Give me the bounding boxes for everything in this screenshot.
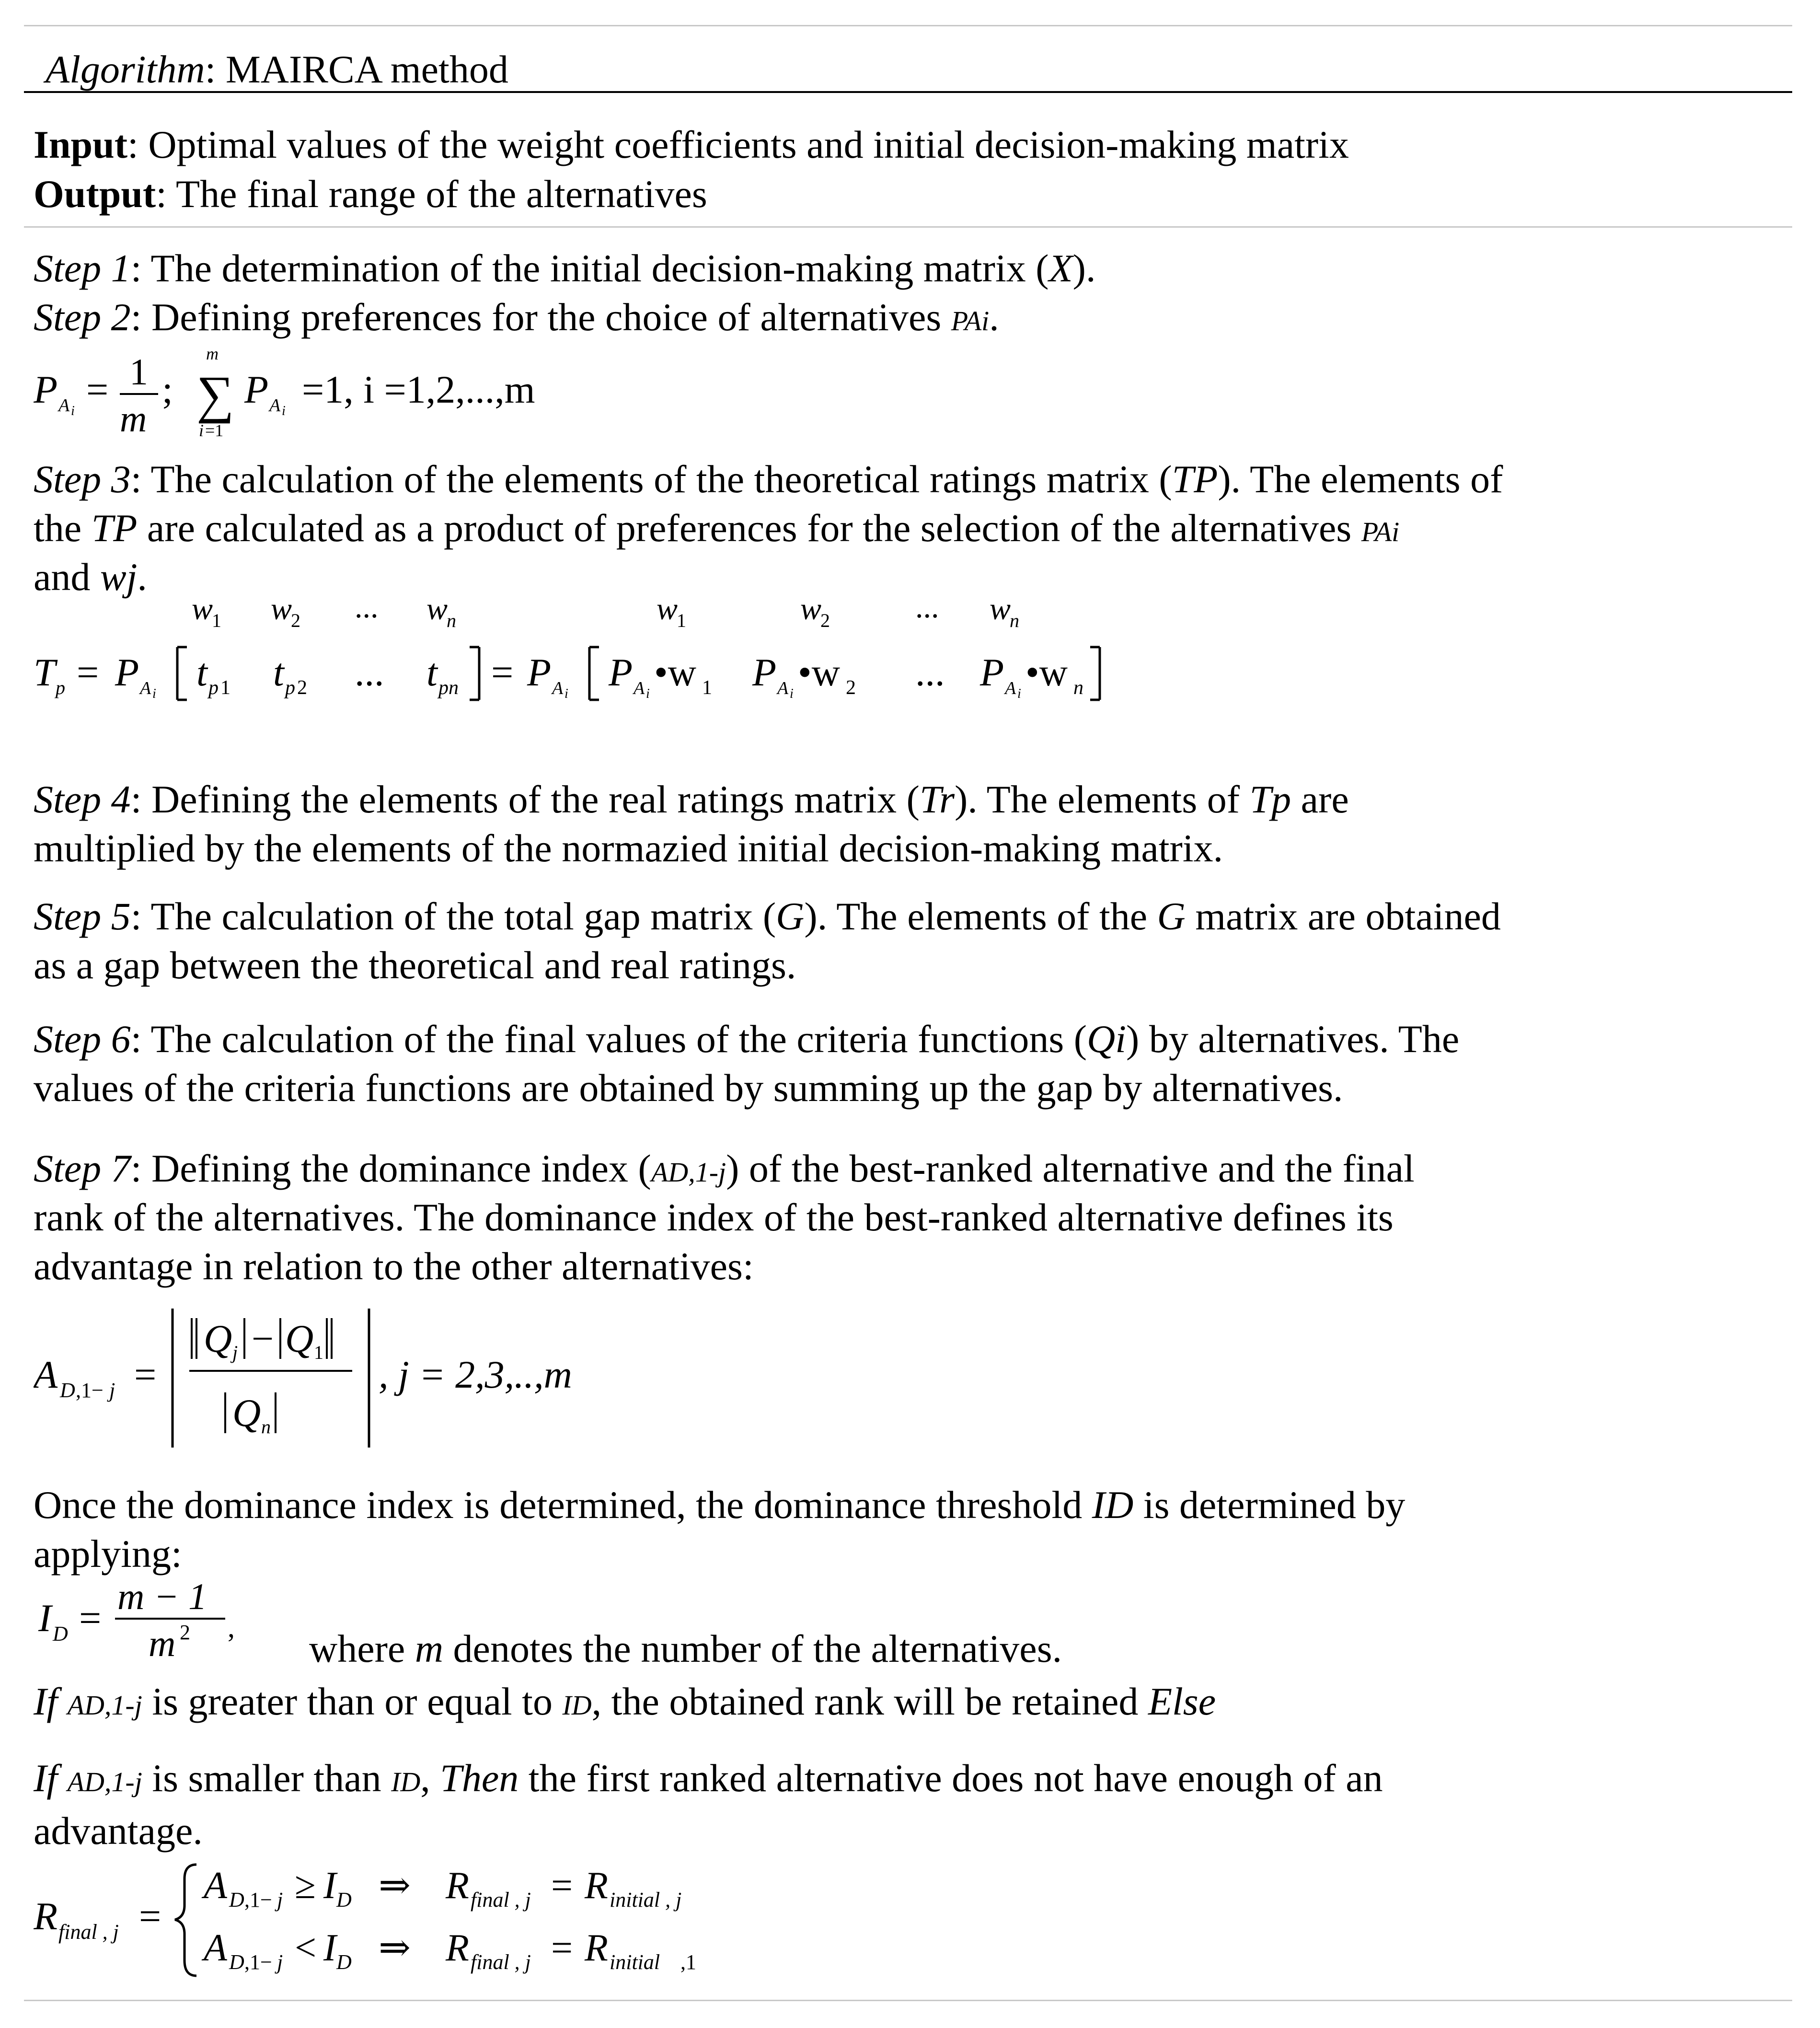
svg-text:2: 2 [180,1621,190,1644]
svg-text:R: R [34,1894,58,1938]
svg-text:I: I [38,1596,52,1640]
svg-text:A: A [58,395,70,416]
step-2: Step 2: Defining preferences for the choice of alternatives PAi. [34,295,999,339]
svg-text:,: , [228,1611,235,1643]
svg-text:j: j [232,1342,238,1363]
svg-text:...: ... [915,590,939,625]
svg-text:R: R [446,1865,469,1907]
step-5-line1: Step 5: The calculation of the total gap matrix (G). The elements of the G matrix are obtained [34,894,1501,938]
svg-text:i: i [564,686,568,701]
svg-text:=1: =1 [205,421,224,440]
svg-text:w: w [271,591,292,626]
step-4-line1: Step 4: Defining the elements of the real ratings matrix (Tr). The elements of Tp are [34,777,1349,821]
svg-text:w: w [657,591,678,626]
svg-text:T: T [34,650,56,694]
svg-text:pn: pn [438,677,459,699]
svg-text:D: D [53,1622,68,1646]
svg-text:1: 1 [677,610,686,631]
svg-text:=: = [551,1927,573,1969]
step-3-line2: the TP are calculated as a product of preferences for the selection of the alternatives PAi [34,506,1400,550]
svg-text:D: D [336,1950,352,1974]
svg-text:,1−: ,1− [76,1379,104,1402]
input-line: Input: Optimal values of the weight coefficients and initial decision-making matrix [34,123,1349,166]
svg-text:i: i [282,404,286,418]
svg-text:P: P [752,650,777,694]
svg-text:A: A [1005,678,1016,698]
svg-text:w: w [800,591,822,626]
svg-text:n: n [1073,677,1083,699]
svg-text:A: A [140,678,151,698]
svg-text:p: p [56,677,65,698]
svg-text:R: R [446,1927,469,1969]
svg-text:A: A [634,678,645,698]
svg-text:•w: •w [1025,650,1068,694]
algorithm-title: Algorithm: MAIRCA method [46,47,508,91]
final-rank-formula [34,1850,848,1989]
svg-text:Q: Q [285,1317,314,1360]
step-6-line1: Step 6: The calculation of the final values of the criteria functions (Qi) by alternatives. The [34,1017,1460,1061]
svg-text:D: D [229,1950,244,1974]
svg-text:p: p [285,677,295,699]
svg-text:initial: initial [610,1950,660,1974]
svg-text:i: i [152,686,156,701]
svg-text:m: m [120,398,147,440]
step-4-line2: multiplied by the elements of the normazied initial decision-making matrix. [34,826,1223,870]
step-7-line3: advantage in relation to the other alternatives: [34,1244,754,1288]
svg-text:•w: •w [798,650,840,694]
threshold-formula [34,1575,321,1666]
top-rule [24,25,1792,26]
svg-text:;: ; [162,368,173,411]
svg-text:w: w [990,591,1011,626]
svg-text:A: A [552,678,564,698]
svg-text:1: 1 [220,677,230,699]
svg-text:I: I [323,1865,336,1907]
svg-text:P: P [34,368,58,411]
svg-text:...: ... [915,650,945,694]
svg-text:D: D [229,1888,244,1912]
svg-text:Q: Q [204,1317,232,1360]
svg-text:P: P [244,368,269,411]
bottom-rule [24,2000,1792,2001]
svg-text:2: 2 [291,610,300,631]
svg-text:=: = [551,1865,573,1907]
svg-text:j: j [109,1379,115,1402]
svg-text:, j = 2,3,..,m: , j = 2,3,..,m [379,1353,572,1396]
svg-text:i: i [790,686,794,701]
svg-text:n: n [447,610,456,631]
svg-text:A: A [204,1927,227,1969]
svg-text:...: ... [355,590,379,625]
svg-text:1: 1 [212,610,221,631]
svg-text:A: A [34,1353,58,1396]
step-7-line1: Step 7: Defining the dominance index (AD,1-j) of the best-ranked alternative and the final [34,1147,1415,1190]
svg-text:I: I [323,1927,336,1969]
svg-text:m: m [206,344,219,363]
svg-text:=: = [134,1353,157,1396]
svg-text:...: ... [355,650,384,694]
svg-text:R: R [585,1865,608,1907]
svg-text:,1−: ,1− [244,1950,272,1974]
if-greater-line: If AD,1-j is greater than or equal to ID, the obtained rank will be retained Else [34,1680,1216,1723]
svg-text:=: = [86,368,109,411]
svg-text:t: t [196,650,207,694]
if-smaller-line2: advantage. [34,1809,203,1853]
svg-text:j: j [277,1950,283,1974]
output-line: Output: The final range of the alternatives [34,172,707,216]
svg-text:D: D [336,1888,352,1912]
where-line: where m denotes the number of the alternatives. [309,1627,1062,1670]
step-5-line2: as a gap between the theoretical and real ratings. [34,943,796,987]
svg-text:i: i [71,404,75,418]
step-7-line2: rank of the alternatives. The dominance index of the best-ranked alternative defines its [34,1195,1394,1239]
step-6-line2: values of the criteria functions are obtained by summing up the gap by alternatives. [34,1066,1343,1110]
svg-text:final , j: final , j [58,1920,119,1944]
svg-text:w: w [192,591,213,626]
svg-text:⇒: ⇒ [379,1865,411,1907]
svg-text:∑: ∑ [196,365,234,424]
svg-text:A: A [777,678,789,698]
svg-text:j: j [277,1888,283,1912]
svg-text:n: n [1010,610,1019,631]
svg-text:2: 2 [820,610,830,631]
theoretical-ratings-formula [34,590,1184,733]
svg-text:=: = [491,650,514,694]
preference-formula [34,340,704,451]
if-smaller-line1: If AD,1-j is smaller than ID, Then the first ranked alternative does not have enough of an [34,1756,1383,1800]
svg-text:2: 2 [846,677,856,699]
svg-text:=: = [79,1596,102,1640]
svg-text:P: P [115,650,139,694]
svg-text:A: A [269,395,281,416]
threshold-line2: applying: [34,1532,182,1576]
svg-text:2: 2 [297,677,307,699]
svg-text:R: R [585,1927,608,1969]
step-3-line1: Step 3: The calculation of the elements of the theoretical ratings matrix (TP). The elements of [34,457,1503,501]
svg-text:i: i [1017,686,1021,701]
threshold-line1: Once the dominance index is determined, the dominance threshold ID is determined by [34,1483,1405,1527]
svg-text:m − 1: m − 1 [117,1576,207,1617]
svg-text:≥: ≥ [295,1865,316,1907]
svg-text:=: = [77,650,99,694]
svg-text:A: A [204,1865,227,1907]
svg-text:w: w [426,591,448,626]
step-3-line3: and wj. [34,555,147,599]
svg-text:P: P [527,650,552,694]
svg-text:−: − [252,1317,274,1360]
svg-text:m: m [149,1622,176,1664]
svg-text:n: n [261,1416,271,1437]
svg-text:•w: •w [654,650,696,694]
dominance-index-formula [34,1304,752,1457]
svg-text:Q: Q [232,1391,261,1435]
svg-text:i: i [199,421,204,440]
svg-text:<: < [295,1927,317,1969]
svg-text:=1, i =1,2,...,m: =1, i =1,2,...,m [302,368,535,411]
svg-text:p: p [208,677,219,699]
step-1: Step 1: The determination of the initial decision-making matrix (X). [34,246,1096,290]
svg-text:,1−: ,1− [244,1888,272,1912]
svg-text:1: 1 [314,1342,323,1363]
svg-text:P: P [609,650,633,694]
svg-text:initial , j: initial , j [610,1888,682,1912]
svg-text:final , j: final , j [471,1888,531,1912]
svg-text:1: 1 [702,677,712,699]
svg-text:=: = [139,1894,161,1938]
svg-text:,1: ,1 [680,1950,696,1974]
svg-text:1: 1 [129,351,148,393]
svg-text:P: P [980,650,1004,694]
svg-text:t: t [426,650,438,694]
svg-text:final , j: final , j [471,1950,531,1974]
svg-text:⇒: ⇒ [379,1927,411,1969]
svg-text:t: t [273,650,284,694]
io-rule [24,226,1792,228]
svg-text:D: D [60,1379,75,1402]
svg-text:i: i [646,686,650,701]
